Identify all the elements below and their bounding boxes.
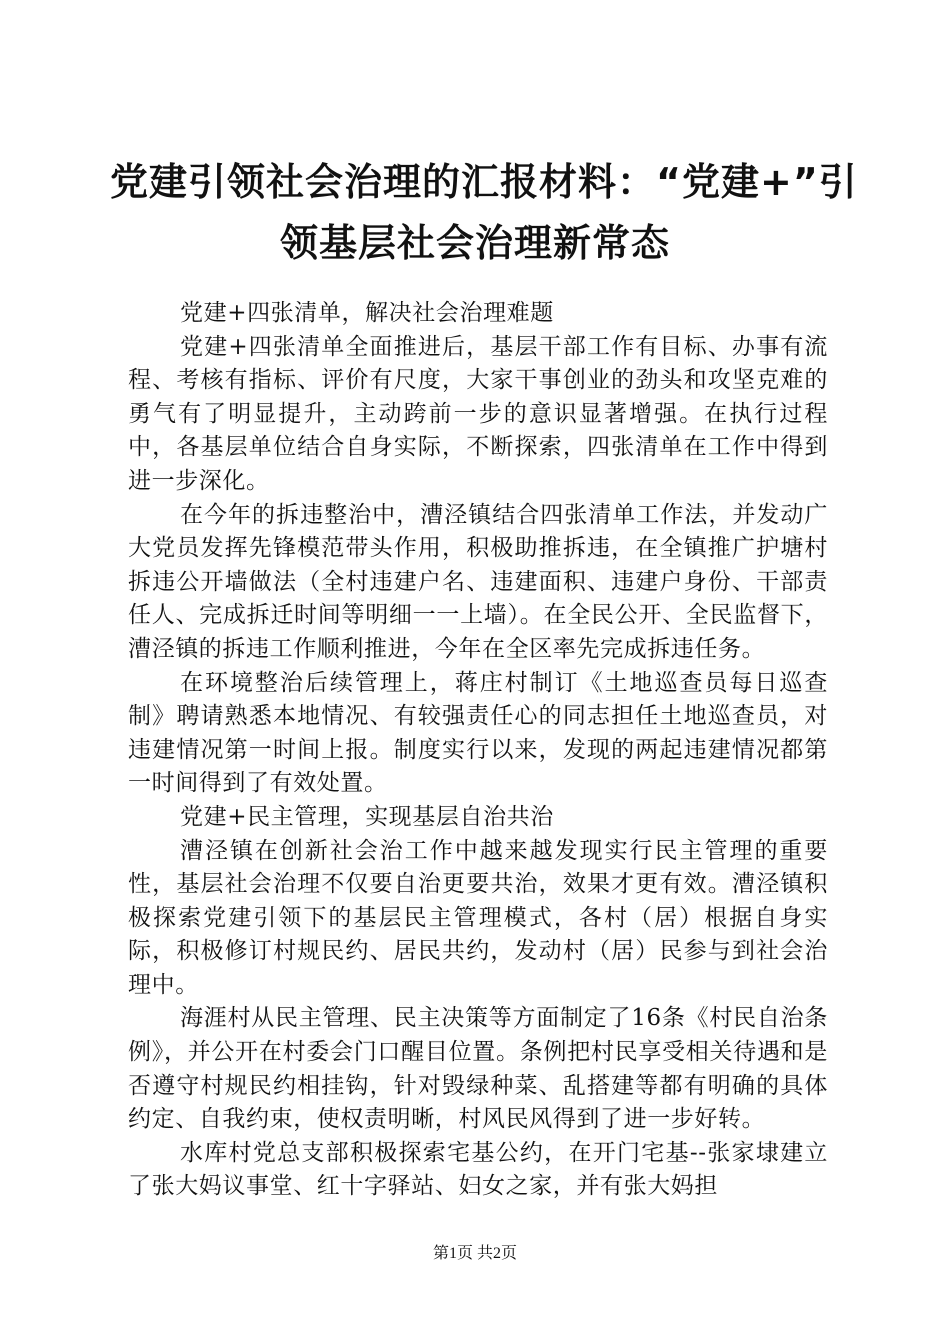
body-paragraph: 党建+四张清单全面推进后，基层干部工作有目标、办事有流程、考核有指标、评价有尺度，大家干事创业的劲头和攻坚克难的勇气有了明显提升，主动跨前一步的意识显著增强。在执行过程中，各基层单位结合自身实际，不断探索，四张清单在工作中得到进一步深化。 — [128, 333, 828, 494]
document-title-line-1: 党建引领社会治理的汇报材料：“党建+”引 — [110, 160, 858, 204]
body-paragraph: 漕泾镇在创新社会治工作中越来越发现实行民主管理的重要性，基层社会治理不仅要自治更要共治，效果才更有效。漕泾镇积极探索党建引领下的基层民主管理模式，各村（居）根据自身实际，积极修订村规民约、居民共约，发动村（居）民参与到社会治理中。 — [128, 837, 828, 998]
body-paragraph: 在今年的拆违整治中，漕泾镇结合四张清单工作法，并发动广大党员发挥先锋模范带头作用，积极助推拆违，在全镇推广护塘村拆违公开墙做法（全村违建户名、违建面积、违建户身份、干部责任人、完成拆迁时间等明细一一上墙）。在全民公开、全民监督下，漕泾镇的拆违工作顺利推进，今年在全区率先完成拆违任务。 — [128, 501, 828, 662]
body-paragraph: 水库村党总支部积极探索宅基公约，在开门宅基--张家埭建立了张大妈议事堂、红十字驿站、妇女之家，并有张大妈担 — [128, 1139, 828, 1200]
section-heading: 党建+四张清单，解决社会治理难题 — [180, 300, 554, 326]
body-paragraph: 在环境整治后续管理上，蒋庄村制订《土地巡查员每日巡查制》聘请熟悉本地情况、有较强责任心的同志担任土地巡查员，对违建情况第一时间上报。制度实行以来，发现的两起违建情况都第一时间得到了有效处置。 — [128, 669, 828, 797]
document-title-line-2: 领基层社会治理新常态 — [279, 221, 670, 265]
page-footer: 第1页 共2页 — [432, 1245, 517, 1262]
document-body — [128, 297, 828, 1204]
section-heading: 党建+民主管理，实现基层自治共治 — [180, 803, 554, 830]
body-paragraph: 海涯村从民主管理、民主决策等方面制定了16条《村民自治条例》，并公开在村委会门口醒目位置。条例把村民享受相关待遇和是否遵守村规民约相挂钩，针对毁绿种菜、乱搭建等都有明确的具体约定、自我约束，使权责明晰，村风民风得到了进一步好转。 — [128, 1005, 828, 1133]
